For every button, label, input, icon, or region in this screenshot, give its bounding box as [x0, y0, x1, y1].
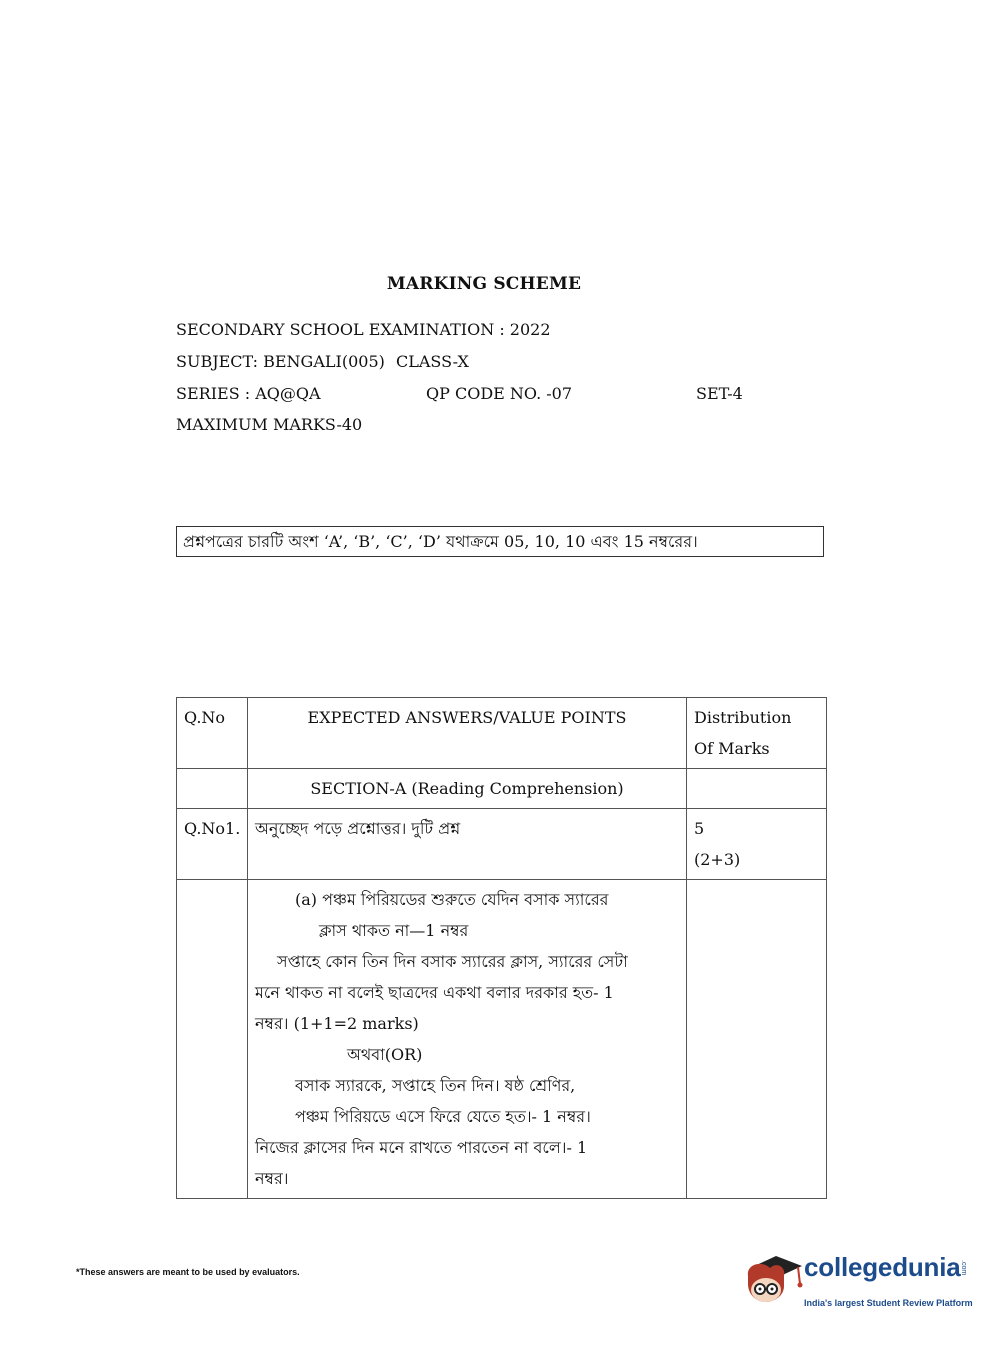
table-row — [177, 809, 827, 880]
collegedunia-logo — [742, 1250, 974, 1316]
section-title: SECTION-A (Reading Comprehension) — [248, 769, 687, 809]
header-answers: EXPECTED ANSWERS/VALUE POINTS — [248, 698, 687, 769]
logo-tagline: India's largest Student Review Platform — [804, 1298, 973, 1308]
subject: SUBJECT: BENGALI(005) — [176, 352, 385, 371]
answer-line: পঞ্চম পিরিয়ডে এসে ফিরে যেতে হত।- 1 নম্বর। — [295, 1107, 591, 1126]
evaluator-note: *These answers are meant to be used by evaluators. — [76, 1267, 300, 1277]
table-header-row — [177, 698, 827, 769]
answer-line: নম্বর। (1+1=2 marks) — [255, 1014, 419, 1033]
marks-total: 5 — [694, 819, 705, 838]
answer-line: সপ্তাহে কোন তিন দিন বসাক স্যারের ক্লাস, স্যারের সেটা — [277, 952, 628, 971]
answer-line: বসাক স্যারকে, সপ্তাহে তিন দিন। ষষ্ঠ শ্রেণির, — [295, 1076, 576, 1095]
answer-line: ক্লাস থাকত না—1 নম্বর — [319, 921, 469, 940]
marks-split: (2+3) — [694, 850, 741, 869]
mascot-icon — [742, 1250, 804, 1312]
exam-name: SECONDARY SCHOOL EXAMINATION : 2022 — [176, 320, 551, 339]
answer-line: (a) পঞ্চম পিরিয়ডের শুরুতে যেদিন বসাক স্যারের — [295, 890, 609, 909]
section-marks-note: প্রশ্নপত্রের চারটি অংশ ‘A’, ‘B’, ‘C’, ‘D’ যথাক্রমে 05, 10, 10 এবং 15 নম্বরের। — [176, 526, 824, 557]
table-row — [177, 880, 827, 1199]
answer-line: অথবা(OR) — [347, 1045, 423, 1064]
header-marks-line1: Distribution — [694, 708, 792, 727]
series: SERIES : AQ@QA — [176, 384, 321, 403]
answer-line: মনে থাকত না বলেই ছাত্রদের একথা বলার দরকার হত- 1 — [255, 983, 614, 1002]
page-title: MARKING SCHEME — [386, 274, 582, 294]
section-row — [177, 769, 827, 809]
answer-line: নিজের ক্লাসের দিন মনে রাখতে পারতেন না বলে।- 1 — [255, 1138, 588, 1157]
logo-domain: .com — [960, 1260, 967, 1276]
marking-table — [176, 697, 827, 1199]
question-marks — [687, 809, 827, 880]
question-number: Q.No1. — [177, 809, 248, 880]
answer-line: নম্বর। — [255, 1169, 289, 1188]
question-text: অনুচ্ছেদ পড়ে প্রশ্নোত্তর। দুটি প্রশ্ন — [248, 809, 687, 880]
header-marks-line2: Of Marks — [694, 739, 770, 758]
header-marks — [687, 698, 827, 769]
logo-wordmark: collegedunia — [804, 1252, 961, 1282]
max-marks: MAXIMUM MARKS-40 — [176, 415, 363, 434]
expected-answer — [248, 880, 687, 1199]
set-number: SET-4 — [696, 384, 743, 403]
header-qno: Q.No — [177, 698, 248, 769]
qp-code: QP CODE NO. -07 — [426, 384, 573, 403]
class: CLASS-X — [396, 352, 469, 371]
